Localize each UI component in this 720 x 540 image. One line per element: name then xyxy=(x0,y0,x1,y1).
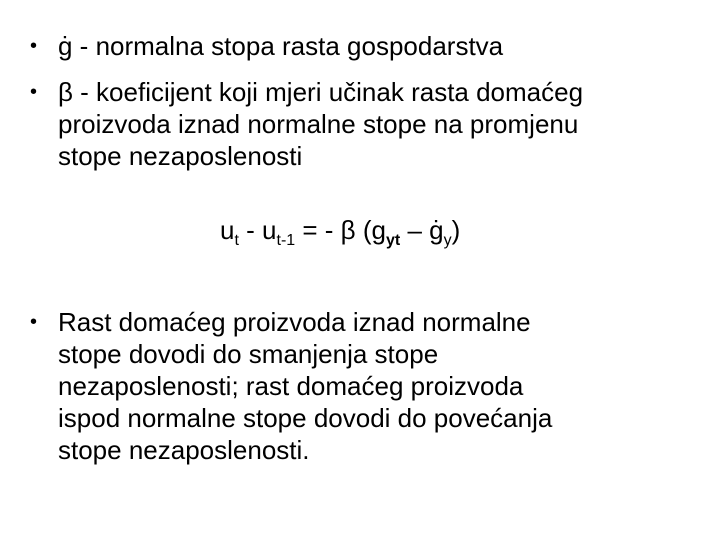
bullet-line: β - koeficijent koji mjeri učinak rasta domaćeg xyxy=(58,77,584,107)
bullet-line: stope nezaposlenosti. xyxy=(58,435,310,465)
bullet-text xyxy=(58,30,503,62)
formula-sub-y: y xyxy=(443,232,452,249)
formula-rest: = - β (g xyxy=(295,215,386,245)
formula-close: ) xyxy=(451,215,461,245)
bullet-icon: • xyxy=(30,311,38,333)
formula-sub-yt: yt xyxy=(385,232,401,249)
bullet-line: proizvoda iznad normalne stope na promjenu xyxy=(58,109,579,139)
bullet-icon: • xyxy=(30,35,38,57)
formula-dash: – ġ xyxy=(400,215,444,245)
bullet-line: stope dovodi do smanjenja stope xyxy=(58,339,439,369)
formula-u-prev: u xyxy=(262,215,277,245)
formula-u: u xyxy=(220,215,235,245)
bullet-text xyxy=(58,306,552,466)
bullet-text xyxy=(58,76,583,172)
bullet-icon: • xyxy=(30,81,38,103)
bullet-line: ġ - normalna stopa rasta gospodarstva xyxy=(58,31,504,61)
bullet-line: stope nezaposlenosti xyxy=(58,141,303,171)
formula-sub-t1: t-1 xyxy=(276,232,296,249)
bullet-line: ispod normalne stope dovodi do povećanja xyxy=(58,403,553,433)
formula-minus: - xyxy=(238,215,263,245)
bullet-line: Rast domaćeg proizvoda iznad normalne xyxy=(58,307,531,337)
okun-formula xyxy=(220,214,461,249)
formula-sub-t: t xyxy=(234,232,239,249)
bullet-line: nezaposlenosti; rast domaćeg proizvoda xyxy=(58,371,524,401)
